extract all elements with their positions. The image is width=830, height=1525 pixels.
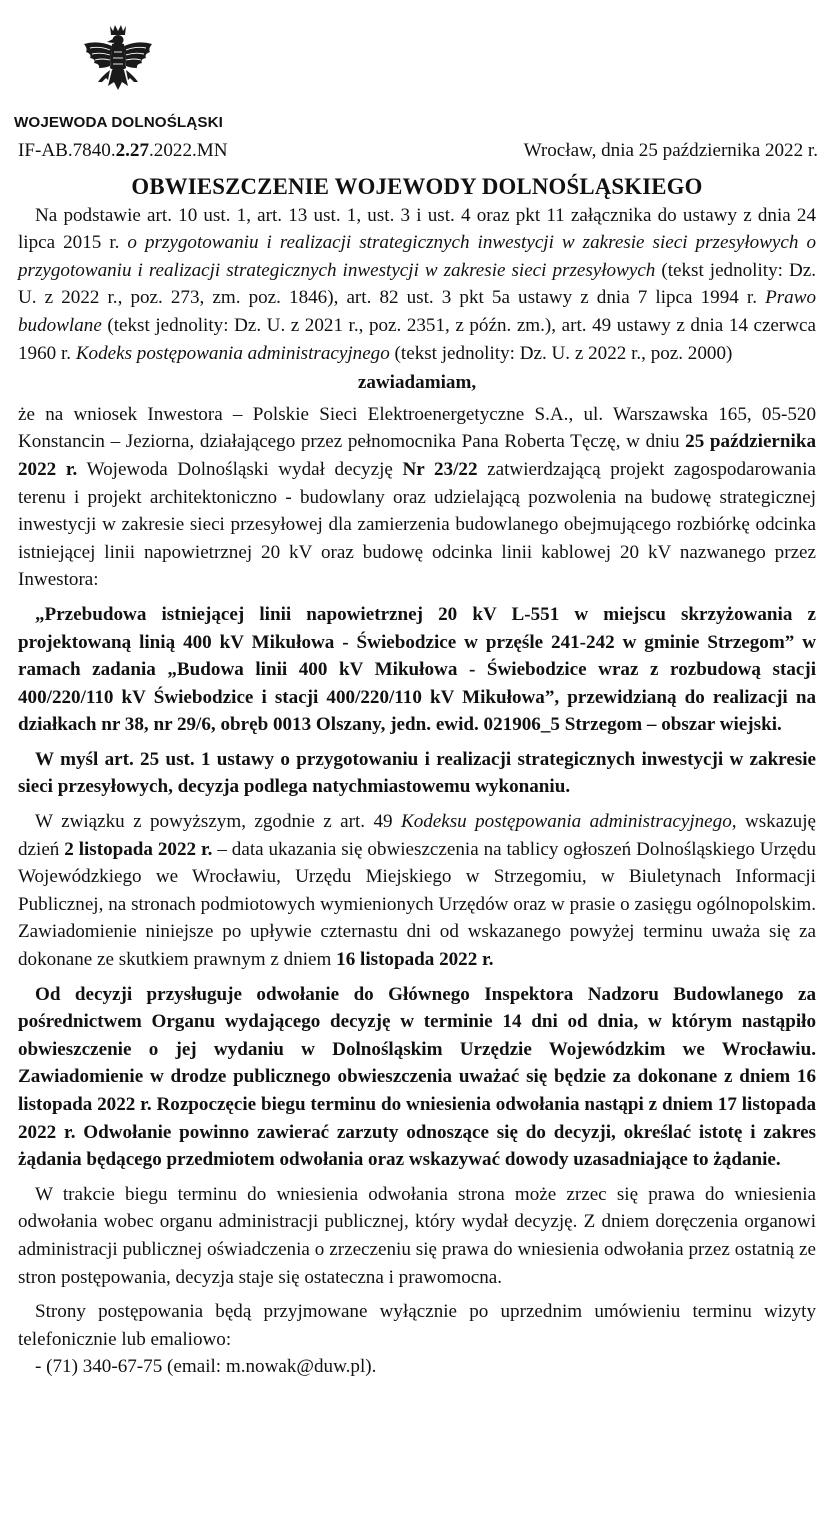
paragraph-project-name: „Przebudowa istniejącej linii napowietrznej 20 kV L-551 w miejscu skrzyżowania z projektowaną linią 400 kV Mikułowa - Świebodzice w przęśle 241-242 w gminie Strzegom” w ramach zadania „Budowa linii 400 kV Mikułowa - Świebodzice wraz z rozbudową stacji 400/220/110 kV Świebodzice i stacji 400/220/110 kV Mikułowa”, przewidzianą do realizacji na działkach nr 38, nr 29/6, obręb 0013 Olszany, jedn. ewid. 021906_5 Strzegom – obszar wiejski. (18, 603, 816, 736)
document-title: OBWIESZCZENIE WOJEWODY DOLNOŚLĄSKIEGO (131, 173, 703, 199)
org-name: WOJEWODA DOLNOŚLĄSKI (14, 114, 223, 131)
paragraph-legal-basis: Na podstawie art. 10 ust. 1, art. 13 ust. 1, ust. 3 i ust. 4 oraz pkt 11 załącznika do ustawy z dnia 24 lipca 2015 r. o przygotowaniu i realizacji strategicznych inwestycji w zakresie sieci przesyłowych o przygotowaniu i realizacji strategicznych inwestycji w zakresie sieci przesyłowych (tekst jednolity: Dz. U. z 2022 r., poz. 273, zm. poz. 1846), art. 82 ust. 3 pkt 5a ustawy z dnia 7 lipca 1994 r. Prawo budowlane (tekst jednolity: Dz. U. z 2021 r., poz. 2351, z późn. zm.), art. 49 ustawy z dnia 14 czerwca 1960 r. Kodeks postępowania administracyjnego (tekst jednolity: Dz. U. z 2022 r., poz. 2000) (18, 204, 816, 364)
notification-heading: zawiadamiam, (357, 372, 477, 394)
paragraph-immediate-execution: W myśl art. 25 ust. 1 ustawy o przygotowaniu i realizacji strategicznych inwestycji w zakresie sieci przesyłowych, decyzja podlega natychmiastowemu wykonaniu. (18, 748, 816, 798)
paragraph-appeal: Od decyzji przysługuje odwołanie do Głównego Inspektora Nadzoru Budowlanego za pośrednictwem Organu wydającego decyzję w terminie 14 dni od dnia, w którym nastąpiło obwieszczenie o jej wydaniu w Dolnośląskim Urzędzie Wojewódzkim we Wrocławiu. Zawiadomienie w drodze publicznego obwieszczenia uważać się będzie za dokonane z dniem 16 listopada 2022 r. Rozpoczęcie biegu terminu do wniesienia odwołania nastąpi z dniem 17 listopada 2022 r. Odwołanie powinno zawierać zarzuty odnoszące się do decyzji, określać istotę i zakres żądania będącego przedmiotem odwołania oraz wskazywać dowody uzasadniające to żądanie. (18, 983, 816, 1171)
reference-line (18, 137, 818, 165)
document-body (18, 137, 816, 1381)
contact-line: - (71) 340-67-75 (email: m.nowak@duw.pl). (35, 1356, 377, 1378)
paragraph-appointments: Strony postępowania będą przyjmowane wyłącznie po uprzednim umówieniu terminu wizyty telefonicznie lub emaliowo: (18, 1301, 816, 1350)
place-date: Wrocław, dnia 25 października 2022 r. (523, 140, 818, 161)
paragraph-publication-date: W związku z powyższym, zgodnie z art. 49 Kodeksu postępowania administracyjnego, wskazuję dzień 2 listopada 2022 r. – data ukazania się obwieszczenia na tablicy ogłoszeń Dolnośląskiego Urzędu Wojewódzkiego we Wrocławiu, Urzędu Miejskiego w Strzegomiu, w Biuletynach Informacji Publicznej, na stronach podmiotowych wymienionych Urzędów oraz w prasie o zasięgu ogólnopolskim. Zawiadomienie niniejsze po upływie czternastu dni od wskazanego powyżej terminu uważa się za dokonane ze skutkiem prawnym z dniem 16 listopada 2022 r. (18, 811, 816, 971)
reference-number: IF-AB.7840.2.27.2022.MN (18, 140, 228, 161)
paragraph-decision: że na wniosek Inwestora – Polskie Sieci Elektroenergetyczne S.A., ul. Warszawska 165, 05-520 Konstancin – Jeziorna, działającego przez pełnomocnika Pana Roberta Tęczę, w dniu 25 października 2022 r. Wojewoda Dolnośląski wydał decyzję Nr 23/22 zatwierdzającą projekt zagospodarowania terenu i projekt architektoniczno - budowlany oraz udzielającą pozwolenia na budowę strategicznej inwestycji w zakresie sieci przesyłowej dla zamierzenia budowlanego obejmującego rozbiórkę odcinka istniejącej linii napowietrznej 20 kV oraz budowę odcinka linii kablowej 20 kV nazwanego przez Inwestora: (18, 403, 816, 591)
paragraph-waiver: W trakcie biegu terminu do wniesienia odwołania strona może zrzec się prawa do wniesienia odwołania wobec organu administracji publicznej, który wydał decyzję. Z dniem doręczenia organowi administracji publicznej oświadczenia o zrzeczeniu się prawa do wniesienia odwołania przez ostatnią ze stron postępowania, decyzja staje się ostateczna i prawomocna. (18, 1183, 816, 1288)
polish-eagle-emblem-icon (80, 22, 156, 104)
